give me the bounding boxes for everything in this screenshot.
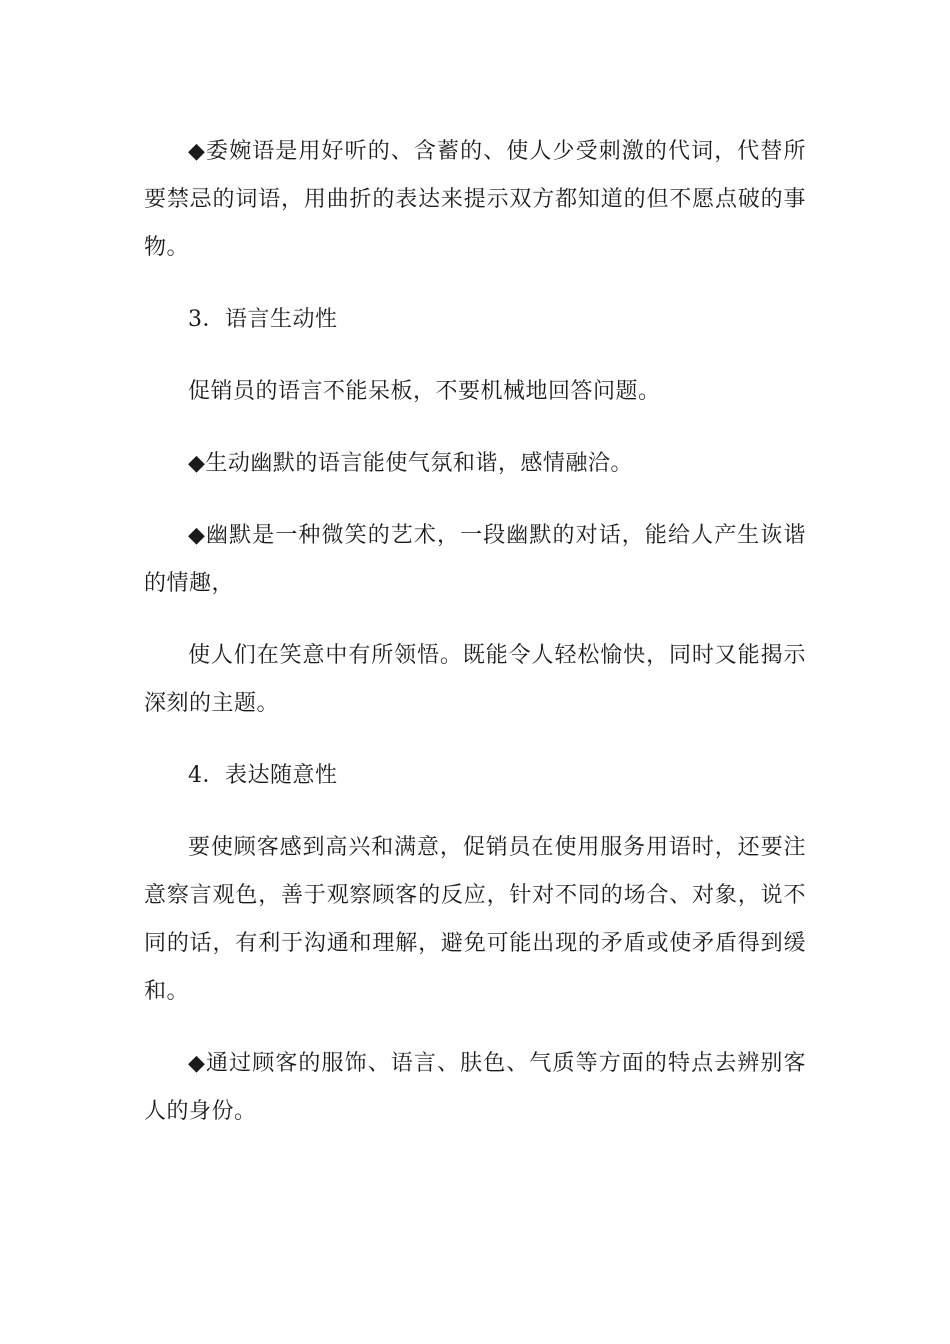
paragraph-enlightenment: 使人们在笑意中有所领悟。既能令人轻松愉快，同时又能揭示深刻的主题。	[144, 643, 806, 716]
paragraph-identify-guests: ◆通过顾客的服饰、语言、肤色、气质等方面的特点去辨别客人的身份。	[144, 1051, 806, 1124]
paragraph-vivid-humor: ◆生动幽默的语言能使气氛和谐，感情融洽。	[188, 451, 633, 476]
heading-expression-flexibility: 4．表达随意性	[188, 763, 338, 788]
paragraph-euphemism: ◆委婉语是用好听的、含蓄的、使人少受刺激的代词，代替所要禁忌的词语，用曲折的表达来提示双方都知道的但不愿点破的事物。	[144, 139, 806, 260]
paragraph-humor-art: ◆幽默是一种微笑的艺术，一段幽默的对话，能给人产生诙谐的情趣，	[144, 523, 806, 596]
document-body	[144, 128, 806, 1136]
paragraph-not-rigid: 促销员的语言不能呆板，不要机械地回答问题。	[188, 379, 661, 404]
paragraph-observe-customers: 要使顾客感到高兴和满意，促销员在使用服务用语时，还要注意察言观色，善于观察顾客的反应，针对不同的场合、对象，说不同的话，有利于沟通和理解，避免可能出现的矛盾或使矛盾得到缓和。	[144, 835, 806, 1004]
heading-language-vividness: 3．语言生动性	[188, 307, 338, 332]
